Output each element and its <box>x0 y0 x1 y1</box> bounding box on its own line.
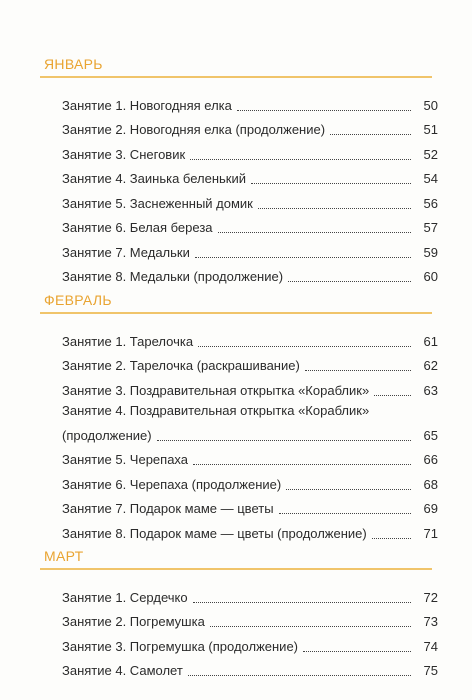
page-number: 56 <box>423 195 438 211</box>
entry-title: Занятие 4. Поздравительная открытка «Кораблик» <box>62 402 370 418</box>
toc-entry[interactable] <box>62 630 438 655</box>
dot-leader <box>193 602 411 603</box>
toc-entry[interactable] <box>62 212 438 237</box>
entry-title-continuation-row <box>62 423 438 444</box>
entry-list <box>62 581 438 679</box>
page-number: 57 <box>423 220 438 235</box>
dot-leader <box>286 489 411 490</box>
page-number: 59 <box>423 244 438 260</box>
entry-title: Занятие 4. Самолет <box>62 663 183 678</box>
dot-leader <box>258 208 411 209</box>
entry-title: Занятие 2. Новогодняя елка (продолжение) <box>62 122 326 137</box>
dot-leader <box>303 651 411 652</box>
toc-entry[interactable] <box>62 138 438 163</box>
dot-leader <box>288 281 411 282</box>
dot-leader <box>157 440 411 441</box>
toc-entry[interactable] <box>62 655 438 680</box>
entry-title: Занятие 4. Заинька беленький <box>62 171 246 186</box>
entry-title: Занятие 1. Новогодняя елка <box>62 97 232 113</box>
entry-list <box>62 89 438 285</box>
entry-title: Занятие 7. Подарок маме — цветы <box>62 501 274 516</box>
entry-title: Занятие 3. Снеговик <box>62 146 186 162</box>
toc-entry[interactable] <box>62 399 438 444</box>
toc-entry[interactable] <box>62 517 438 542</box>
page-number: 63 <box>423 382 438 398</box>
page-number: 54 <box>423 171 438 186</box>
dot-leader <box>193 464 411 465</box>
page-number: 52 <box>423 146 438 162</box>
dot-leader <box>374 395 411 396</box>
dot-leader <box>305 370 411 371</box>
dot-leader <box>251 183 411 184</box>
page-number: 66 <box>423 452 438 467</box>
entry-title-continuation: (продолжение) <box>62 427 152 443</box>
page-number: 51 <box>423 122 438 137</box>
toc-entry[interactable] <box>62 374 438 399</box>
toc-entry[interactable] <box>62 350 438 375</box>
entry-title: Занятие 3. Погремушка (продолжение) <box>62 638 298 654</box>
entry-title: Занятие 6. Черепаха (продолжение) <box>62 476 282 492</box>
page-number: 50 <box>423 97 438 113</box>
section-divider <box>40 76 432 78</box>
toc-entry[interactable] <box>62 236 438 261</box>
page-number: 74 <box>423 638 438 654</box>
dot-leader <box>198 346 411 347</box>
page-number: 62 <box>423 358 438 373</box>
page-number: 71 <box>423 525 438 541</box>
toc-entry[interactable] <box>62 325 438 350</box>
toc-entry[interactable] <box>62 581 438 606</box>
toc-entry[interactable] <box>62 187 438 212</box>
dot-leader <box>279 513 411 514</box>
dot-leader <box>372 538 411 539</box>
dot-leader <box>330 134 411 135</box>
toc-entry[interactable] <box>62 163 438 188</box>
page-number: 69 <box>423 501 438 516</box>
entry-title: Занятие 5. Заснеженный домик <box>62 195 253 211</box>
entry-title: Занятие 6. Белая береза <box>62 220 213 235</box>
toc-entry[interactable] <box>62 114 438 139</box>
dot-leader <box>237 110 411 111</box>
page-number: 68 <box>423 476 438 492</box>
page-number: 60 <box>423 269 438 284</box>
section-title: ФЕВРАЛЬ <box>44 292 112 308</box>
toc-entry[interactable] <box>62 493 438 518</box>
entry-title: Занятие 8. Подарок маме — цветы (продолжение) <box>62 525 367 541</box>
section-title: МАРТ <box>44 548 84 564</box>
entry-title: Занятие 8. Медальки (продолжение) <box>62 269 284 284</box>
entry-title: Занятие 5. Черепаха <box>62 452 189 467</box>
entry-list <box>62 325 438 542</box>
entry-title: Занятие 2. Погремушка <box>62 614 205 629</box>
page-number: 75 <box>423 663 438 678</box>
dot-leader <box>195 257 411 258</box>
dot-leader <box>188 675 411 676</box>
dot-leader <box>210 626 411 627</box>
entry-title: Занятие 1. Тарелочка <box>62 333 194 349</box>
page-number: 65 <box>423 427 438 443</box>
section-title: ЯНВАРЬ <box>44 56 103 72</box>
toc-entry[interactable] <box>62 468 438 493</box>
page-number: 73 <box>423 614 438 629</box>
section-divider <box>40 568 432 570</box>
page-number: 72 <box>423 589 438 605</box>
toc-entry[interactable] <box>62 606 438 631</box>
entry-title: Занятие 1. Сердечко <box>62 589 188 605</box>
toc-entry[interactable] <box>62 444 438 469</box>
dot-leader <box>190 159 411 160</box>
toc-entry[interactable] <box>62 89 438 114</box>
entry-title: Занятие 3. Поздравительная открытка «Кораблик» <box>62 382 370 398</box>
section-divider <box>40 312 432 314</box>
entry-title: Занятие 7. Медальки <box>62 244 190 260</box>
toc-entry[interactable] <box>62 261 438 286</box>
dot-leader <box>218 232 411 233</box>
entry-title: Занятие 2. Тарелочка (раскрашивание) <box>62 358 300 373</box>
page-number: 61 <box>423 333 438 349</box>
